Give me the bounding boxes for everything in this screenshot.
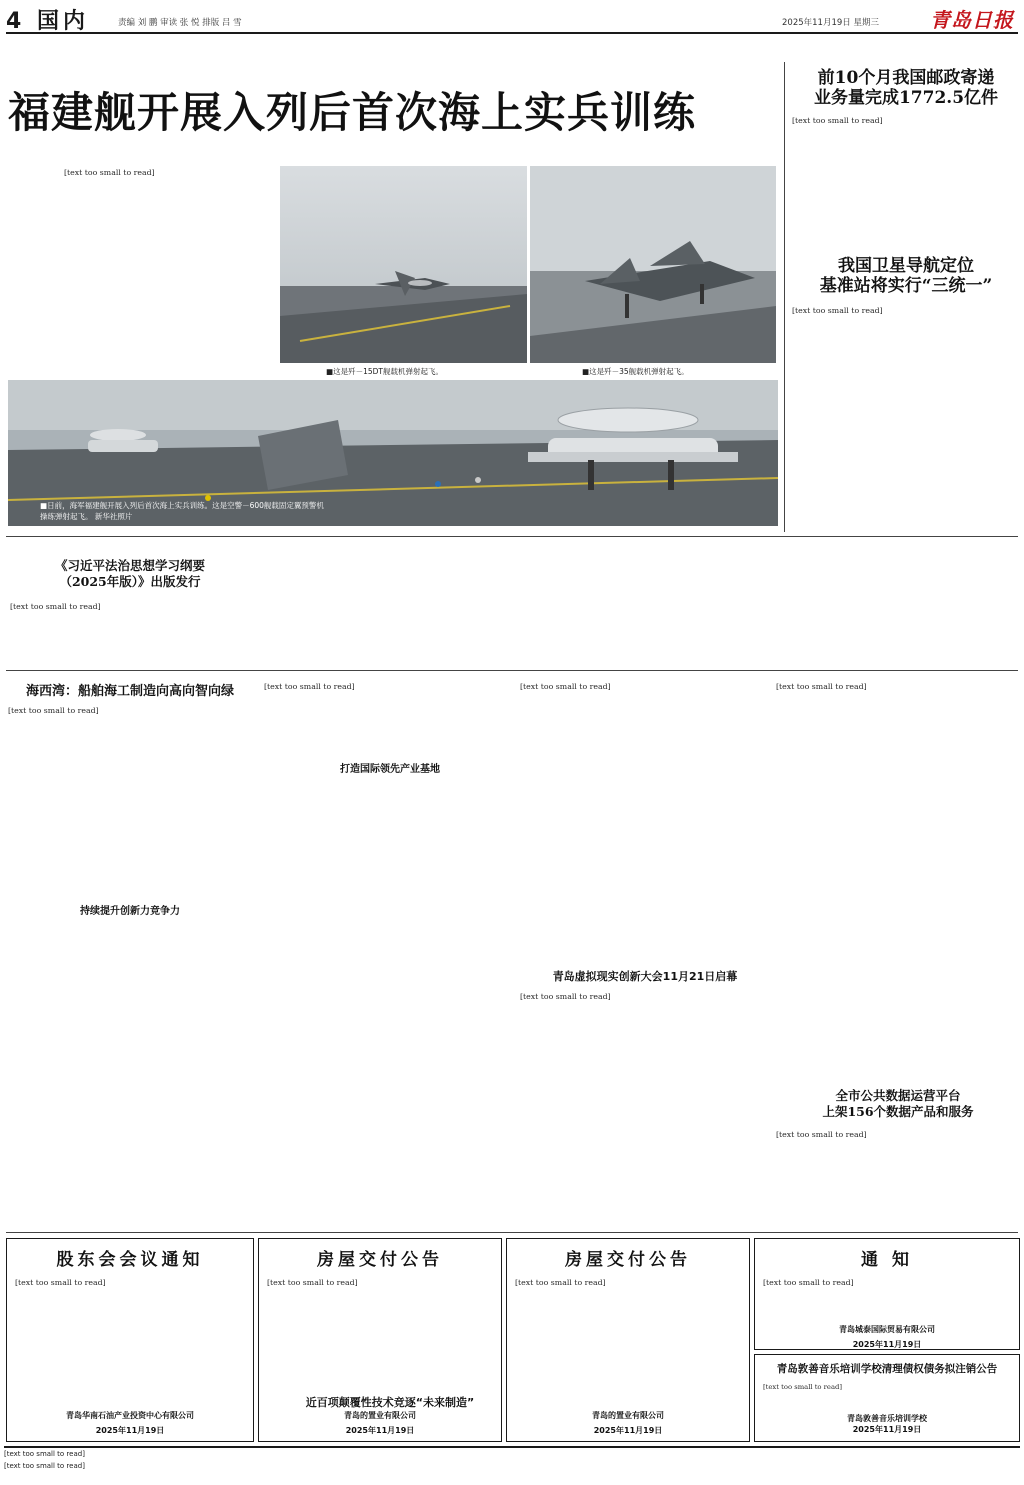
caption-j35: ■这是歼－35舰载机弹射起飞。	[582, 367, 689, 376]
ad-title: 房屋交付公告	[565, 1250, 691, 1270]
ad-body: [text too small to read]	[763, 1383, 843, 1391]
data-platform-headline	[780, 1088, 1016, 1120]
satellite-story-body: [text too small to read]	[792, 306, 883, 315]
data-story-body-prev: [text too small to read]	[776, 682, 867, 691]
main-headline: 福建舰开展入列后首次海上实兵训练	[8, 88, 697, 137]
footer-line-1: [text too small to read]	[4, 1450, 85, 1458]
page-footer	[4, 1446, 1020, 1482]
vr-story-body-prev: [text too small to read]	[520, 682, 611, 691]
ad-housing-delivery-2	[506, 1238, 750, 1442]
issue-date: 2025年11月19日 星期三	[782, 18, 879, 28]
ad-notice	[754, 1238, 1020, 1350]
ad-signature: 青岛城泰国际贸易有限公司	[839, 1325, 935, 1334]
haixi-story-body-col1: [text too small to read]	[8, 706, 99, 715]
page-number	[6, 4, 89, 35]
ad-date: 2025年11月19日	[593, 1426, 663, 1435]
data-story-body: [text too small to read]	[776, 1130, 867, 1139]
future-manufacturing-headline: 近百项颠覆性技术竞逐“未来制造”	[270, 1394, 510, 1410]
vr-story-body: [text too small to read]	[520, 992, 611, 1001]
postal-headline	[796, 68, 1016, 109]
j35-photo-icon	[530, 166, 776, 363]
ad-housing-delivery-1	[258, 1238, 502, 1442]
page-number-value: 4	[6, 9, 26, 34]
ad-body: [text too small to read]	[515, 1278, 606, 1287]
postal-story-body: [text too small to read]	[792, 116, 883, 125]
book-headline-line1: 《习近平法治思想学习纲要	[54, 558, 205, 573]
ad-date: 2025年11月19日	[852, 1425, 922, 1434]
section-divider-1	[6, 536, 1018, 537]
ad-title: 股东会会议通知	[56, 1250, 204, 1270]
haixi-subhead-1: 持续提升创新力竞争力	[10, 902, 250, 917]
photo-j35	[530, 166, 776, 363]
photo-j15dt	[280, 166, 527, 363]
ad-body: [text too small to read]	[267, 1278, 358, 1287]
vr-headline: 青岛虚拟现实创新大会11月21日启幕	[520, 968, 770, 984]
ad-title: 通 知	[861, 1250, 913, 1270]
ad-signature: 青岛华南石油产业投资中心有限公司	[66, 1411, 194, 1420]
ad-body: [text too small to read]	[15, 1278, 106, 1287]
postal-headline-line1: 前10个月我国邮政寄递	[817, 68, 995, 88]
ad-title: 房屋交付公告	[317, 1250, 443, 1270]
ad-date: 2025年11月19日	[852, 1340, 922, 1349]
masthead	[6, 4, 1018, 34]
postal-headline-line2: 业务量完成1772.5亿件	[813, 88, 999, 109]
j15dt-photo-icon	[280, 166, 527, 363]
book-headline-line2: （2025年版）》出版发行	[59, 574, 201, 589]
section-divider-3	[6, 1232, 1018, 1233]
data-platform-headline-line1: 全市公共数据运营平台	[835, 1088, 961, 1103]
ad-shareholder-notice	[6, 1238, 254, 1442]
haixi-headline: 海西湾：船舶海工制造向高向智向绿	[25, 684, 234, 699]
haixi-subhead-2: 打造国际领先产业基地	[340, 764, 440, 775]
ad-body: [text too small to read]	[763, 1278, 854, 1287]
main-story-lead: [text too small to read]	[64, 168, 155, 177]
book-story-body: [text too small to read]	[10, 602, 101, 611]
ad-title: 青岛敦善音乐培训学校清理债权债务拟注销公告	[776, 1363, 998, 1375]
haixi-story-body-col2: [text too small to read]	[264, 682, 355, 691]
ad-signature: 青岛的置业有限公司	[592, 1411, 664, 1420]
column-divider	[784, 62, 785, 532]
data-platform-headline-line2: 上架156个数据产品和服务	[822, 1104, 974, 1119]
ad-signature: 青岛的置业有限公司	[344, 1411, 416, 1420]
ad-deregistration	[754, 1354, 1020, 1442]
section-divider-2	[6, 670, 1018, 671]
book-headline	[20, 558, 240, 590]
caption-carrier: ■日前，海军福建舰开展入列后首次海上实兵训练。这是空警－600舰载固定翼预警机操练弹射起飞。 新华社照片	[40, 501, 324, 521]
footer-line-2: [text too small to read]	[4, 1462, 85, 1470]
ad-signature: 青岛敦善音乐培训学校	[847, 1414, 927, 1423]
satellite-headline	[796, 256, 1016, 297]
newspaper-logo: 青岛日报	[930, 8, 1014, 32]
ad-date: 2025年11月19日	[345, 1426, 415, 1435]
satellite-headline-line1: 我国卫星导航定位	[838, 256, 974, 276]
section-name: 国内	[36, 9, 89, 34]
caption-j15dt: ■这是歼－15DT舰载机弹射起飞。	[326, 367, 443, 376]
editor-credits: 责编 刘 鹏 审读 张 悦 排版 吕 雪	[118, 18, 242, 28]
satellite-headline-line2: 基准站将实行“三统一”	[819, 276, 993, 297]
ad-date: 2025年11月19日	[95, 1426, 165, 1435]
